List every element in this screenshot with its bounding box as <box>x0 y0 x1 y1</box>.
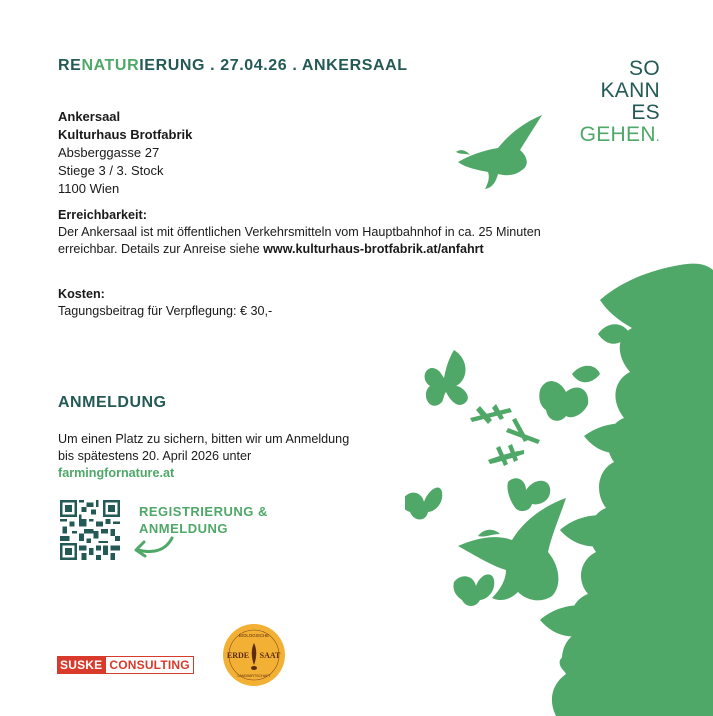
access-text1: Der Ankersaal ist mit öffentlichen Verkehrsmitteln vom Hauptbahnhof in ca. 25 Minuten <box>58 225 541 239</box>
dragonfly-icon <box>488 444 524 466</box>
costs-text: Tagungsbeitrag für Verpflegung: € 30,- <box>58 304 273 318</box>
suske-consulting-logo <box>57 656 194 674</box>
slogan-dot: . <box>655 128 660 144</box>
access-label: Erreichbarkeit: <box>58 208 147 222</box>
suske-logo-part1: SUSKE <box>57 656 105 674</box>
access-text2: erreichbar. Details zur Anreise siehe <box>58 242 264 256</box>
erde-logo-right: SAAT <box>259 651 281 660</box>
venue-name: Ankersaal <box>58 109 121 124</box>
access-link[interactable]: www.kulturhaus-brotfabrik.at/anfahrt <box>263 242 484 256</box>
registration-line2: bis spätestens 20. April 2026 unter <box>58 449 252 463</box>
butterfly-icon <box>507 478 550 511</box>
registration-title: ANMELDUNG <box>58 394 167 411</box>
registration-line1: Um einen Platz zu sichern, bitten wir um Anmeldung <box>58 432 350 446</box>
headline-prefix-re: RE <box>58 57 82 74</box>
headline-suffix: IERUNG . 27.04.26 . ANKERSAAL <box>139 57 408 74</box>
slogan-line3: ES <box>631 101 660 124</box>
venue-street: Absberggasse 27 <box>58 145 160 160</box>
slogan-line1: SO <box>629 57 660 80</box>
erde-logo-left: ERDE <box>226 651 250 660</box>
costs-label: Kosten: <box>58 287 105 301</box>
registration-link[interactable]: farmingfornature.at <box>58 466 175 480</box>
costs-section <box>58 286 272 320</box>
moth-icon <box>572 366 600 383</box>
venue-address <box>58 108 192 198</box>
slogan-gehen: GEHEN <box>579 123 656 146</box>
butterfly-icon <box>405 487 442 519</box>
registration-text <box>58 431 349 482</box>
erde-logo-bottom: LANDWIRTSCHAFT <box>237 674 271 678</box>
butterfly-icon <box>425 350 468 406</box>
slogan-line2: KANN <box>600 79 660 102</box>
venue-city: 1100 Wien <box>58 181 120 196</box>
erde-logo-top: BIOLOGISCHE <box>238 633 270 638</box>
dragonfly-icon <box>470 404 512 424</box>
suske-logo-part2: CONSULTING <box>105 656 193 674</box>
lapwing-bird-icon <box>456 115 542 189</box>
butterfly-icon <box>539 381 588 421</box>
arrow-left-icon <box>130 532 174 560</box>
creature-silhouette-mass <box>552 264 713 716</box>
dragonfly-icon <box>506 418 540 444</box>
registration-button-line1: REGISTRIERUNG & <box>139 504 268 519</box>
event-headline <box>58 57 408 75</box>
butterfly-icon <box>453 574 494 606</box>
qr-code[interactable] <box>60 500 120 560</box>
erde-saat-logo <box>222 623 286 687</box>
nature-silhouette-illustration <box>405 110 713 716</box>
registration-button-line2: ANMELDUNG <box>139 521 228 536</box>
headline-prefix-natur: NATUR <box>81 57 140 74</box>
venue-building: Kulturhaus Brotfabrik <box>58 127 193 142</box>
venue-floor: Stiege 3 / 3. Stock <box>58 163 164 178</box>
